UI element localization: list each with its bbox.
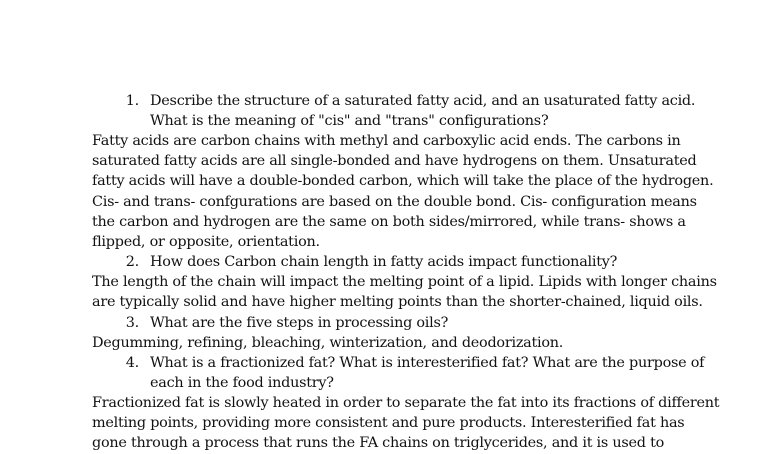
question-2-line-1: How does Carbon chain length in fatty acids impact functionality? — [150, 254, 618, 270]
answer-1-line-1: Fatty acids are carbon chains with methyl and carboxylic acid ends. The carbons in — [92, 133, 681, 149]
question-2-text — [139, 252, 695, 272]
answer-2 — [92, 272, 717, 312]
question-1 — [115, 91, 695, 131]
question-3-number: 3. — [125, 315, 139, 331]
answer-4 — [92, 393, 720, 454]
question-2-number: 2. — [125, 254, 139, 270]
question-1-number: 1. — [125, 93, 139, 109]
answer-4-line-2: melting points, providing more consistent and pure products. Interesterified fat has — [92, 415, 685, 432]
answer-1-line-5: the carbon and hydrogen are the same on both sides/mirrored, while trans- shows a — [92, 213, 686, 230]
answer-1 — [92, 131, 714, 252]
answer-1-line-2: saturated fatty acids are all single-bonded and have hydrogens on them. Unsaturated — [92, 153, 697, 170]
question-1-text — [139, 91, 695, 131]
question-2 — [115, 252, 695, 272]
answer-2-line-2: are typically solid and have higher melting points than the shorter-chained, liquid oils. — [92, 294, 703, 311]
question-4-line-1: What is a fractionized fat? What is interesterified fat? What are the purpose of — [150, 355, 705, 371]
question-3 — [115, 313, 695, 333]
question-3-line-1: What are the five steps in processing oils? — [150, 315, 449, 331]
answer-4-line-3: gone through a process that runs the FA chains on triglycerides, and it is used to — [92, 435, 665, 452]
question-4-line-2: each in the food industry? — [150, 375, 334, 392]
question-1-line-1: Describe the structure of a saturated fatty acid, and an usaturated fatty acid. — [150, 93, 696, 109]
answer-1-line-6: flipped, or opposite, orientation. — [92, 234, 320, 251]
question-4-text — [139, 353, 705, 393]
answer-3 — [92, 333, 702, 353]
question-4-number: 4. — [125, 355, 139, 371]
question-1-line-2: What is the meaning of "cis" and "trans" configurations? — [150, 113, 549, 130]
question-3-text — [139, 313, 695, 333]
answer-1-line-3: fatty acids will have a double-bonded carbon, which will take the place of the hydrogen. — [92, 173, 714, 190]
answer-2-line-1: The length of the chain will impact the melting point of a lipid. Lipids with longer chains — [92, 274, 717, 290]
question-4 — [115, 353, 705, 393]
answer-1-line-4: Cis- and trans- confgurations are based on the double bond. Cis- configuration means — [92, 193, 697, 210]
answer-3-line-1: Degumming, refining, bleaching, winterization, and deodorization. — [92, 335, 564, 351]
answer-4-line-1: Fractionized fat is slowly heated in order to separate the fat into its fractions of different — [92, 395, 720, 411]
